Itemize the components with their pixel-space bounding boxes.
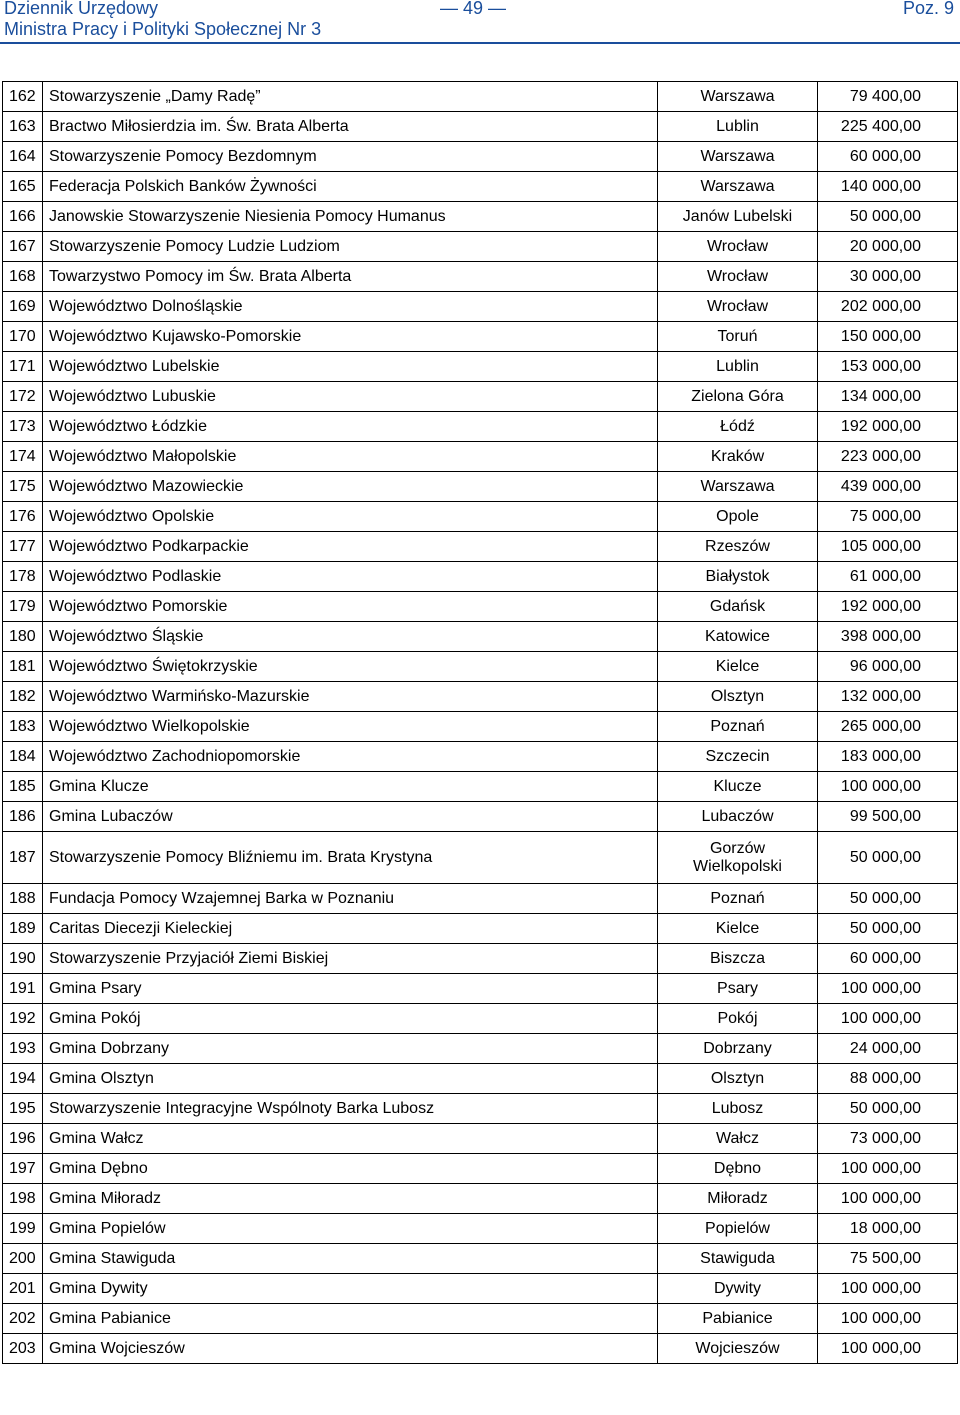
table-row xyxy=(3,112,958,142)
row-city: Katowice xyxy=(658,622,818,652)
table-row xyxy=(3,502,958,532)
row-number: 172 xyxy=(3,382,43,412)
row-amount: 75 000,00 xyxy=(818,502,958,532)
row-name: Województwo Opolskie xyxy=(43,502,658,532)
row-city: Kraków xyxy=(658,442,818,472)
row-amount: 225 400,00 xyxy=(818,112,958,142)
row-city: Szczecin xyxy=(658,742,818,772)
row-amount: 100 000,00 xyxy=(818,1274,958,1304)
grants-table xyxy=(2,81,958,1364)
row-amount: 140 000,00 xyxy=(818,172,958,202)
table-row xyxy=(3,742,958,772)
row-name: Stowarzyszenie Pomocy Bezdomnym xyxy=(43,142,658,172)
row-city: Lublin xyxy=(658,352,818,382)
row-name: Bractwo Miłosierdzia im. Św. Brata Alberta xyxy=(43,112,658,142)
row-city: Dobrzany xyxy=(658,1034,818,1064)
table-row xyxy=(3,1214,958,1244)
row-name: Województwo Podlaskie xyxy=(43,562,658,592)
row-number: 203 xyxy=(3,1334,43,1364)
row-amount: 60 000,00 xyxy=(818,142,958,172)
row-amount: 100 000,00 xyxy=(818,772,958,802)
table-row xyxy=(3,82,958,112)
row-amount: 192 000,00 xyxy=(818,592,958,622)
ministry-title: Ministra Pracy i Polityki Społecznej Nr 3 xyxy=(4,19,322,39)
row-name: Towarzystwo Pomocy im Św. Brata Alberta xyxy=(43,262,658,292)
table-row xyxy=(3,412,958,442)
table-row xyxy=(3,1124,958,1154)
row-name: Stowarzyszenie Integracyjne Wspólnoty Barka Lubosz xyxy=(43,1094,658,1124)
row-name: Stowarzyszenie Pomocy Bliźniemu im. Brata Krystyna xyxy=(43,832,658,884)
row-city: Warszawa xyxy=(658,172,818,202)
row-number: 180 xyxy=(3,622,43,652)
row-name: Gmina Wojcieszów xyxy=(43,1334,658,1364)
row-amount: 100 000,00 xyxy=(818,1004,958,1034)
row-city: Lublin xyxy=(658,112,818,142)
page-header xyxy=(0,0,960,44)
row-number: 199 xyxy=(3,1214,43,1244)
header-rule xyxy=(0,42,960,44)
table-row xyxy=(3,352,958,382)
row-name: Województwo Mazowieckie xyxy=(43,472,658,502)
row-number: 198 xyxy=(3,1184,43,1214)
row-name: Województwo Śląskie xyxy=(43,622,658,652)
row-city: Olsztyn xyxy=(658,682,818,712)
row-name: Stowarzyszenie Pomocy Ludzie Ludziom xyxy=(43,232,658,262)
row-name: Gmina Popielów xyxy=(43,1214,658,1244)
row-amount: 223 000,00 xyxy=(818,442,958,472)
row-number: 188 xyxy=(3,884,43,914)
row-name: Gmina Olsztyn xyxy=(43,1064,658,1094)
table-row xyxy=(3,322,958,352)
row-city: Rzeszów xyxy=(658,532,818,562)
row-city: Kielce xyxy=(658,914,818,944)
row-name: Caritas Diecezji Kieleckiej xyxy=(43,914,658,944)
row-city: Poznań xyxy=(658,884,818,914)
row-city: Wojcieszów xyxy=(658,1334,818,1364)
row-name: Gmina Wałcz xyxy=(43,1124,658,1154)
row-name: Województwo Łódzkie xyxy=(43,412,658,442)
row-number: 201 xyxy=(3,1274,43,1304)
row-name: Gmina Lubaczów xyxy=(43,802,658,832)
row-city: Warszawa xyxy=(658,472,818,502)
row-number: 183 xyxy=(3,712,43,742)
table-row xyxy=(3,772,958,802)
row-city: Warszawa xyxy=(658,82,818,112)
row-number: 181 xyxy=(3,652,43,682)
row-amount: 153 000,00 xyxy=(818,352,958,382)
table-row xyxy=(3,1154,958,1184)
table-row xyxy=(3,562,958,592)
row-amount: 73 000,00 xyxy=(818,1124,958,1154)
row-city: Toruń xyxy=(658,322,818,352)
table-row xyxy=(3,802,958,832)
row-name: Województwo Zachodniopomorskie xyxy=(43,742,658,772)
row-number: 187 xyxy=(3,832,43,884)
row-amount: 100 000,00 xyxy=(818,1304,958,1334)
row-city: Lubaczów xyxy=(658,802,818,832)
row-city: Opole xyxy=(658,502,818,532)
row-number: 170 xyxy=(3,322,43,352)
row-amount: 20 000,00 xyxy=(818,232,958,262)
row-amount: 192 000,00 xyxy=(818,412,958,442)
row-number: 191 xyxy=(3,974,43,1004)
table-row xyxy=(3,1244,958,1274)
row-number: 182 xyxy=(3,682,43,712)
table-row xyxy=(3,592,958,622)
row-city: Wrocław xyxy=(658,232,818,262)
row-number: 169 xyxy=(3,292,43,322)
row-name: Województwo Lubuskie xyxy=(43,382,658,412)
table-row xyxy=(3,832,958,884)
row-number: 166 xyxy=(3,202,43,232)
row-city: Dywity xyxy=(658,1274,818,1304)
row-number: 197 xyxy=(3,1154,43,1184)
row-number: 190 xyxy=(3,944,43,974)
row-name: Gmina Pokój xyxy=(43,1004,658,1034)
row-amount: 105 000,00 xyxy=(818,532,958,562)
row-city: Kielce xyxy=(658,652,818,682)
row-city: Olsztyn xyxy=(658,1064,818,1094)
row-name: Gmina Pabianice xyxy=(43,1304,658,1334)
row-number: 177 xyxy=(3,532,43,562)
row-city: Dębno xyxy=(658,1154,818,1184)
row-number: 167 xyxy=(3,232,43,262)
row-amount: 50 000,00 xyxy=(818,1094,958,1124)
table-row xyxy=(3,292,958,322)
row-city: Pabianice xyxy=(658,1304,818,1334)
row-amount: 132 000,00 xyxy=(818,682,958,712)
row-city: Miłoradz xyxy=(658,1184,818,1214)
row-name: Województwo Pomorskie xyxy=(43,592,658,622)
table-row xyxy=(3,944,958,974)
row-amount: 439 000,00 xyxy=(818,472,958,502)
row-number: 174 xyxy=(3,442,43,472)
table-row xyxy=(3,914,958,944)
table-row xyxy=(3,1274,958,1304)
row-city: Białystok xyxy=(658,562,818,592)
journal-title: Dziennik Urzędowy xyxy=(4,0,159,18)
row-amount: 96 000,00 xyxy=(818,652,958,682)
row-city: Wrocław xyxy=(658,262,818,292)
table-row xyxy=(3,232,958,262)
table-row xyxy=(3,262,958,292)
row-amount: 75 500,00 xyxy=(818,1244,958,1274)
row-name: Województwo Wielkopolskie xyxy=(43,712,658,742)
row-number: 162 xyxy=(3,82,43,112)
table-row xyxy=(3,172,958,202)
table-row xyxy=(3,682,958,712)
row-name: Gmina Klucze xyxy=(43,772,658,802)
row-amount: 150 000,00 xyxy=(818,322,958,352)
row-name: Gmina Psary xyxy=(43,974,658,1004)
row-number: 184 xyxy=(3,742,43,772)
row-name: Federacja Polskich Banków Żywności xyxy=(43,172,658,202)
row-amount: 50 000,00 xyxy=(818,832,958,884)
row-amount: 398 000,00 xyxy=(818,622,958,652)
row-name: Gmina Dywity xyxy=(43,1274,658,1304)
page-number: — 49 — xyxy=(440,0,507,18)
row-amount: 100 000,00 xyxy=(818,1184,958,1214)
table-row xyxy=(3,1304,958,1334)
row-name: Janowskie Stowarzyszenie Niesienia Pomocy Humanus xyxy=(43,202,658,232)
row-city: Psary xyxy=(658,974,818,1004)
table-row xyxy=(3,142,958,172)
row-number: 194 xyxy=(3,1064,43,1094)
row-amount: 99 500,00 xyxy=(818,802,958,832)
row-number: 195 xyxy=(3,1094,43,1124)
row-number: 189 xyxy=(3,914,43,944)
table-row xyxy=(3,884,958,914)
row-amount: 50 000,00 xyxy=(818,202,958,232)
row-city: Wałcz xyxy=(658,1124,818,1154)
row-name: Województwo Dolnośląskie xyxy=(43,292,658,322)
grants-table-body xyxy=(3,82,958,1364)
table-row xyxy=(3,382,958,412)
row-city: Poznań xyxy=(658,712,818,742)
row-name: Województwo Warmińsko-Mazurskie xyxy=(43,682,658,712)
table-row xyxy=(3,1094,958,1124)
row-number: 193 xyxy=(3,1034,43,1064)
row-name: Stowarzyszenie Przyjaciół Ziemi Biskiej xyxy=(43,944,658,974)
row-city: Wrocław xyxy=(658,292,818,322)
table-row xyxy=(3,974,958,1004)
row-name: Fundacja Pomocy Wzajemnej Barka w Poznaniu xyxy=(43,884,658,914)
row-amount: 60 000,00 xyxy=(818,944,958,974)
row-name: Województwo Kujawsko-Pomorskie xyxy=(43,322,658,352)
row-name: Gmina Miłoradz xyxy=(43,1184,658,1214)
row-amount: 202 000,00 xyxy=(818,292,958,322)
row-number: 200 xyxy=(3,1244,43,1274)
row-amount: 61 000,00 xyxy=(818,562,958,592)
row-number: 175 xyxy=(3,472,43,502)
row-city: Klucze xyxy=(658,772,818,802)
row-amount: 50 000,00 xyxy=(818,884,958,914)
row-number: 178 xyxy=(3,562,43,592)
table-row xyxy=(3,1064,958,1094)
row-amount: 100 000,00 xyxy=(818,1154,958,1184)
row-name: Województwo Podkarpackie xyxy=(43,532,658,562)
row-number: 164 xyxy=(3,142,43,172)
row-number: 179 xyxy=(3,592,43,622)
row-amount: 18 000,00 xyxy=(818,1214,958,1244)
table-row xyxy=(3,1334,958,1364)
row-amount: 24 000,00 xyxy=(818,1034,958,1064)
table-row xyxy=(3,652,958,682)
position-number: Poz. 9 xyxy=(902,0,954,18)
row-city: Stawiguda xyxy=(658,1244,818,1274)
row-city: Janów Lubelski xyxy=(658,202,818,232)
table-row xyxy=(3,532,958,562)
row-name: Gmina Stawiguda xyxy=(43,1244,658,1274)
row-number: 202 xyxy=(3,1304,43,1334)
row-number: 171 xyxy=(3,352,43,382)
row-amount: 100 000,00 xyxy=(818,974,958,1004)
row-name: Gmina Dębno xyxy=(43,1154,658,1184)
row-name: Województwo Lubelskie xyxy=(43,352,658,382)
row-city: Gorzów Wielkopolski xyxy=(658,832,818,884)
row-number: 168 xyxy=(3,262,43,292)
row-amount: 183 000,00 xyxy=(818,742,958,772)
row-name: Stowarzyszenie „Damy Radę” xyxy=(43,82,658,112)
row-name: Gmina Dobrzany xyxy=(43,1034,658,1064)
table-row xyxy=(3,712,958,742)
row-number: 176 xyxy=(3,502,43,532)
row-amount: 265 000,00 xyxy=(818,712,958,742)
row-amount: 30 000,00 xyxy=(818,262,958,292)
row-number: 196 xyxy=(3,1124,43,1154)
row-amount: 100 000,00 xyxy=(818,1334,958,1364)
row-amount: 79 400,00 xyxy=(818,82,958,112)
row-city: Warszawa xyxy=(658,142,818,172)
row-city: Lubosz xyxy=(658,1094,818,1124)
row-amount: 50 000,00 xyxy=(818,914,958,944)
row-city: Pokój xyxy=(658,1004,818,1034)
table-row xyxy=(3,442,958,472)
row-amount: 88 000,00 xyxy=(818,1064,958,1094)
row-number: 185 xyxy=(3,772,43,802)
row-city: Zielona Góra xyxy=(658,382,818,412)
row-city: Gdańsk xyxy=(658,592,818,622)
row-city: Łódź xyxy=(658,412,818,442)
table-row xyxy=(3,622,958,652)
table-row xyxy=(3,472,958,502)
table-row xyxy=(3,1004,958,1034)
table-row xyxy=(3,1184,958,1214)
row-number: 165 xyxy=(3,172,43,202)
row-number: 163 xyxy=(3,112,43,142)
row-name: Województwo Małopolskie xyxy=(43,442,658,472)
table-row xyxy=(3,202,958,232)
row-number: 186 xyxy=(3,802,43,832)
row-number: 192 xyxy=(3,1004,43,1034)
table-row xyxy=(3,1034,958,1064)
row-amount: 134 000,00 xyxy=(818,382,958,412)
row-city: Biszcza xyxy=(658,944,818,974)
row-number: 173 xyxy=(3,412,43,442)
row-name: Województwo Świętokrzyskie xyxy=(43,652,658,682)
row-city: Popielów xyxy=(658,1214,818,1244)
